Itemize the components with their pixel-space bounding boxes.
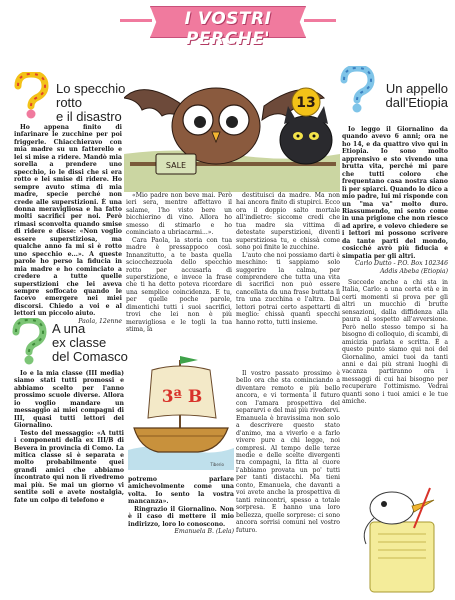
- reply-paragraph: destituisci da madre. Ma non hai ancora finito di stupirci. Ecco ora il doppio salto mortale all'indietro: siccome credi che tua madre sia vittima di detestate superstizioni, diventi superstiziosa tu, e chissà come sono poi finite le zucchine.: [236, 192, 340, 252]
- header-stripe-right: [304, 19, 336, 22]
- letter-signature: Paola, 12enne: [78, 317, 122, 325]
- letter-signature: Carlo Dutto - P.O. Box 102346: [355, 260, 448, 268]
- letter-specchio-body: [14, 124, 122, 325]
- heading-line: Lo specchio: [56, 81, 126, 96]
- top-illustration: [124, 76, 340, 192]
- letter-signature: Addis Abeba (Etiopia): [380, 267, 448, 275]
- letter-comasco-body: [14, 370, 124, 504]
- reply-paragraph: «Mio padre non beve mai. Però ieri sera, mentre affettavo il salame, l'ho visto bere un bicchierino di vino. Allora ho smesso di stimarlo e ho cominciato a ubriacarmi...».: [126, 192, 232, 237]
- letter-paragraph: Ho appena finito di infarinare le zucchine per poi friggerle. Chiacchieravo con mia madre su un fatterello e lei si mise a ridere. Mandò mia sorella a prendere uno specchio, io le dissi che si era rotto e lei smise di ridere. Ho sempre avuto stima di mia madre, specie perché non crede alle superstizioni. È una donna meravigliosa e ha fatto molti sacrifici per noi. Però rimasi sconvolta quando smise di ridere e disse: «Non voglio essere superstiziosa, ma qualche anno fa mi si è rotto uno specchio e...». A queste parole ho perso la fiducia in mia madre e ho cominciato a credere a tutte quelle superstizioni che lei aveva sempre soffocato quando le facevo emergere nei miei discorsi. Chiedo a voi e al lettori un piccolo aiuto.: [14, 124, 122, 318]
- letter-paragraph: Io e la mia classe (III media) siamo stati tutti promossi e abbiamo scelto per l'anno prossimo scuole diverse. Allora io voglio mandare un messaggio ai miei compagni di III, quasi tutti lettori del Giornalino.: [14, 370, 124, 430]
- number-thirteen: 13: [296, 95, 316, 111]
- header-stripe-left: [120, 19, 152, 22]
- reply-specchio-col3: [236, 192, 340, 326]
- reply-paragraph: Succede anche a chi sta in Italia, Carlo: a una certa età e in certi momenti si prova per gli altri un mucchio di brutte sensazioni, dalla diffidenza alla paura al sospetto all'avversione. Però nello stesso tempo si ha bisogno di colloquio, di scambi, di amicizia parlata e scritta. È a questo punto siamo qui noi del Giornalino, amici tuoi da tanti anni e dai più strani luoghi di vacanza partiranno ora i messaggi di cui hai bisogno per recuperare l'ottimismo. Vedrai quanti sono i tuoi amici e le tue amiche.: [342, 278, 448, 406]
- letter-paragraph: Testo del messaggio: «A tutti i componenti della ex III/B di Bevera in provincia di Como. La mitica classe si è separata e molto probabilmente quei grandi amici che abbiamo incontrato qui non li rivedremo mai più. Se mai un giorno vi sentite soli e avete nostalgia, fate un colpo di telefono e: [14, 429, 124, 504]
- sale-sign-text: SALE: [165, 161, 187, 170]
- heading-line: Un appello: [385, 81, 448, 96]
- heading-line: e il disastro: [56, 109, 122, 124]
- question-mark-icon: [10, 318, 48, 366]
- letter-signature: Emanuela B. (Lela): [174, 528, 234, 536]
- heading-specchio: [56, 82, 131, 124]
- heading-line: rotto: [56, 95, 83, 110]
- heading-line: dall'Etiopia: [385, 95, 448, 110]
- letter-paragraph: potremo parlare amichevolmente come una volta. Io sento la vostra mancanza».: [128, 476, 234, 506]
- sail-label: 3ª B: [161, 387, 203, 407]
- letter-paragraph: Ringrazio il Giornalino. Non è il caso di mettere il mio indirizzo, loro lo conoscono.: [128, 505, 234, 528]
- page-title: I VOSTRI PERCHE': [184, 9, 272, 49]
- reply-paragraph: Cara Paola, la storia con tua madre è pressappoco così. Innanzitutto, a te basta quella sciocchezzuola dello specchio rotto per accusarla di superstizione, e invece la frase che ti ha detto poteva ricordare una semplice coincidenza. E tu, per quelle poche parole, dimentichi tutti i suoi sacrifici, trovi che lei non è più meravigliosa e le togli la tua stima, la: [126, 236, 232, 334]
- heading-line: del Comasco: [52, 349, 128, 364]
- heading-line: A una: [52, 321, 86, 336]
- artist-signature: Tiberio: [210, 462, 224, 467]
- heading-etiopia: [360, 82, 448, 110]
- reply-specchio-col2: [126, 192, 232, 334]
- heading-line: ex classe: [52, 335, 107, 350]
- reply-paragraph: L'auto che noi possiamo darti è meschino: ti sappiamo solo suggerire la calma, per comprendere che tutta una vita di sacrifici non può essere cancellata da una frase buttata lì tra una zucchina e l'altra. Dai lettori potrai certo aspettarti di meglio: chissà quanti specchi hanno rotto, tutti insieme.: [236, 251, 340, 326]
- letter-etiopia-body: [342, 126, 448, 406]
- reply-comasco: [236, 370, 340, 534]
- letter-comasco-continued: [128, 476, 234, 536]
- ship-illustration: [128, 352, 234, 470]
- question-mark-icon: [12, 72, 50, 120]
- reply-paragraph: Il vostro passato prossimo è bello ora che sta cominciando a diventare remoto e più bello ancora, e vi tormenta il futuro con l'amara prospettiva del separarvi e del mai più rivedervi. Emanuela è bravissima non solo a descrivere questo stato d'animo, ma a viverlo e a farlo vivere pure a chi legge, noi compresi. Al tempo delle terze medie e delle scelte divergenti tra compagni, la fitta al cuore l'abbiamo provata un po' tutti per tanti distacchi. Ma tieni conto, Emanuela, che davanti a voi avete anche la prospettiva di tanti reincontri, spesso a totale sorpresa. E hanno una loro bellezza, quelle sorprese: ci sono ancora sorrisi comuni nel vostro futuro.: [236, 370, 340, 534]
- bird-illustration: [344, 482, 448, 596]
- letter-paragraph: Io leggo il Giornalino da quando avevo 6 anni; ora ne ho 14, e da quattro vivo qui in Etiopia. Io sono molto apprensivo e sto vivendo una brutta vita, perché mi pare che tutti coloro che frequentano casa nostra siano lì per spiarci. Quando lo dico a mio padre, lui mi risponde con un "ma va" molto duro. Riassumendo, mi sento come in una prigione che non riesco ad aprire, e volevo chiedere se i lettori mi possono scrivere da tante parti del mondo, cosicché avrò più fiducia e simpatia per gli altri.: [342, 126, 448, 260]
